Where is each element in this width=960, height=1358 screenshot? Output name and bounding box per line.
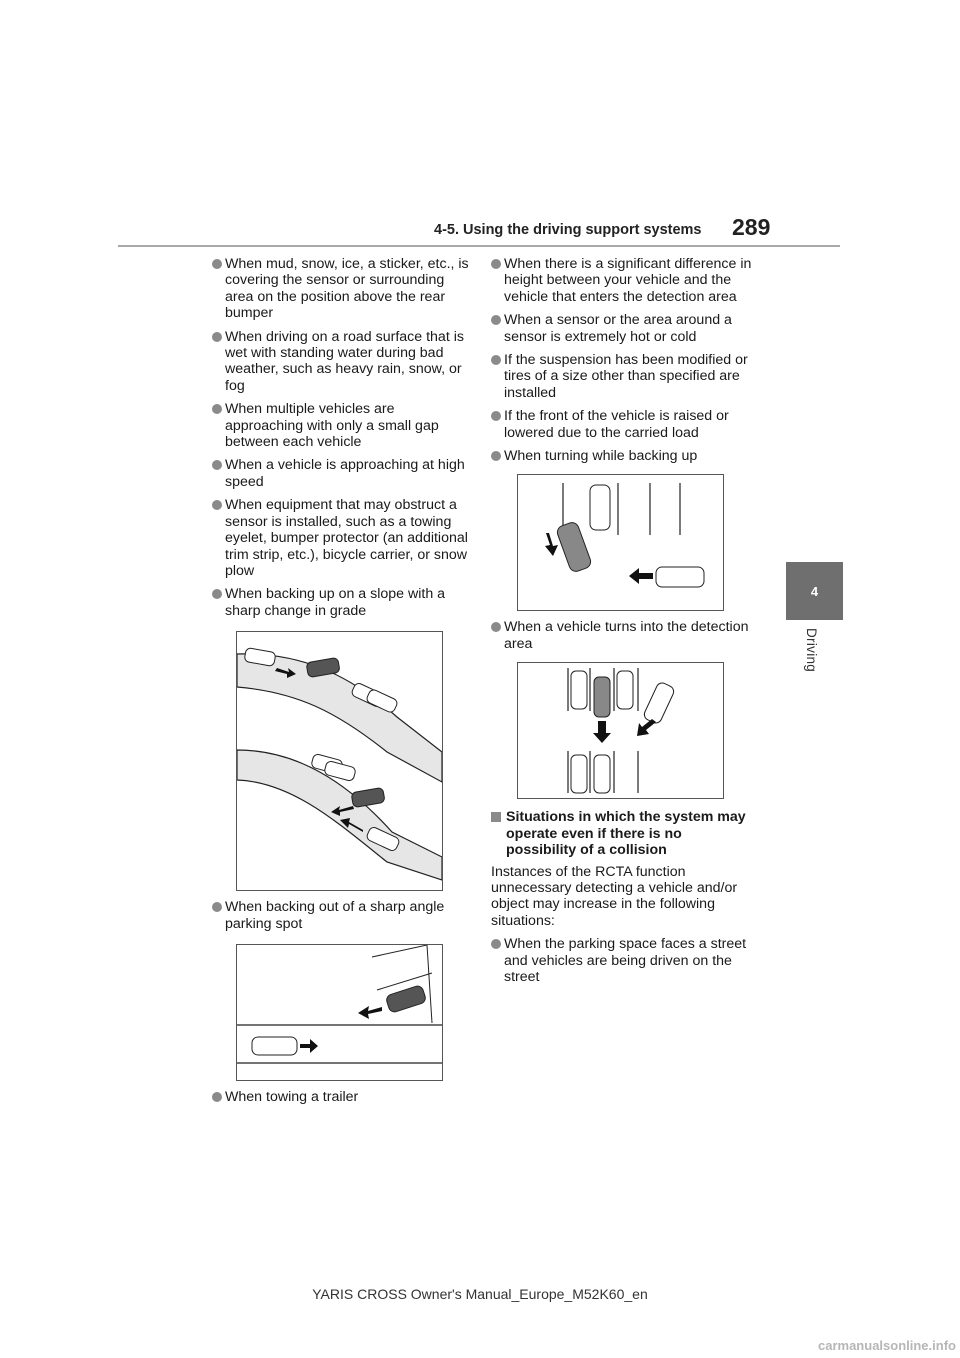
list-item: When mud, snow, ice, a sticker, etc., is covering the sensor or surrounding area on the position above the rear bumper — [212, 256, 474, 322]
list-item: When towing a trailer — [212, 1089, 474, 1105]
bullet-icon — [212, 589, 222, 599]
bullet-icon — [491, 451, 501, 461]
bullet-icon — [212, 404, 222, 414]
square-bullet-icon — [491, 812, 501, 822]
list-item: When backing out of a sharp angle parking spot — [212, 899, 474, 932]
list-item: When the parking space faces a street and vehicles are being driven on the street — [491, 936, 753, 985]
turning-backing-illustration — [517, 474, 724, 611]
bullet-icon — [212, 902, 222, 912]
watermark: carmanualsonline.info — [818, 1338, 956, 1353]
slope-illustration — [236, 631, 443, 891]
list-item: When multiple vehicles are approaching with only a small gap between each vehicle — [212, 401, 474, 450]
chapter-number: 4 — [810, 583, 819, 599]
section-subheading: Situations in which the system may operate even if there is no possibility of a collision — [491, 809, 753, 858]
list-item: If the suspension has been modified or tires of a size other than specified are installed — [491, 352, 753, 401]
list-item: When a vehicle is approaching at high speed — [212, 457, 474, 490]
list-item: When equipment that may obstruct a sensor is installed, such as a towing eyelet, bumper protector (an additional trim strip, etc.), bicycle carrier, or snow plow — [212, 497, 474, 579]
footer-text: YARIS CROSS Owner's Manual_Europe_M52K60_en — [312, 1286, 648, 1302]
chapter-tab[interactable] — [786, 562, 843, 620]
page-number: 289 — [732, 214, 771, 240]
list-item: If the front of the vehicle is raised or lowered due to the carried load — [491, 408, 753, 441]
bullet-icon — [212, 460, 222, 470]
header-divider — [118, 245, 840, 247]
list-item: When driving on a road surface that is wet with standing water during bad weather, such as heavy rain, snow, or fog — [212, 329, 474, 395]
bullet-icon — [491, 411, 501, 421]
vehicle-turning-in-illustration — [517, 662, 724, 799]
left-column — [212, 256, 474, 1112]
bullet-icon — [491, 259, 501, 269]
list-item: When turning while backing up — [491, 448, 753, 464]
chapter-label: Driving — [804, 628, 819, 673]
chapter-side-label — [786, 620, 843, 810]
angle-parking-illustration — [236, 944, 443, 1081]
bullet-icon — [212, 500, 222, 510]
list-item: When there is a significant difference in height between your vehicle and the vehicle that enters the detection area — [491, 256, 753, 305]
bullet-icon — [212, 259, 222, 269]
bullet-icon — [212, 1092, 222, 1102]
list-item: When backing up on a slope with a sharp change in grade — [212, 586, 474, 619]
header-section-title: 4-5. Using the driving support systems — [434, 222, 702, 238]
bullet-icon — [491, 622, 501, 632]
right-column — [491, 256, 753, 992]
bullet-icon — [491, 315, 501, 325]
bullet-icon — [212, 332, 222, 342]
list-item: When a sensor or the area around a sensor is extremely hot or cold — [491, 312, 753, 345]
bullet-icon — [491, 355, 501, 365]
paragraph: Instances of the RCTA function unnecessary detecting a vehicle and/or object may increase in the following situations: — [491, 863, 738, 929]
bullet-icon — [491, 939, 501, 949]
list-item: When a vehicle turns into the detection area — [491, 619, 753, 652]
